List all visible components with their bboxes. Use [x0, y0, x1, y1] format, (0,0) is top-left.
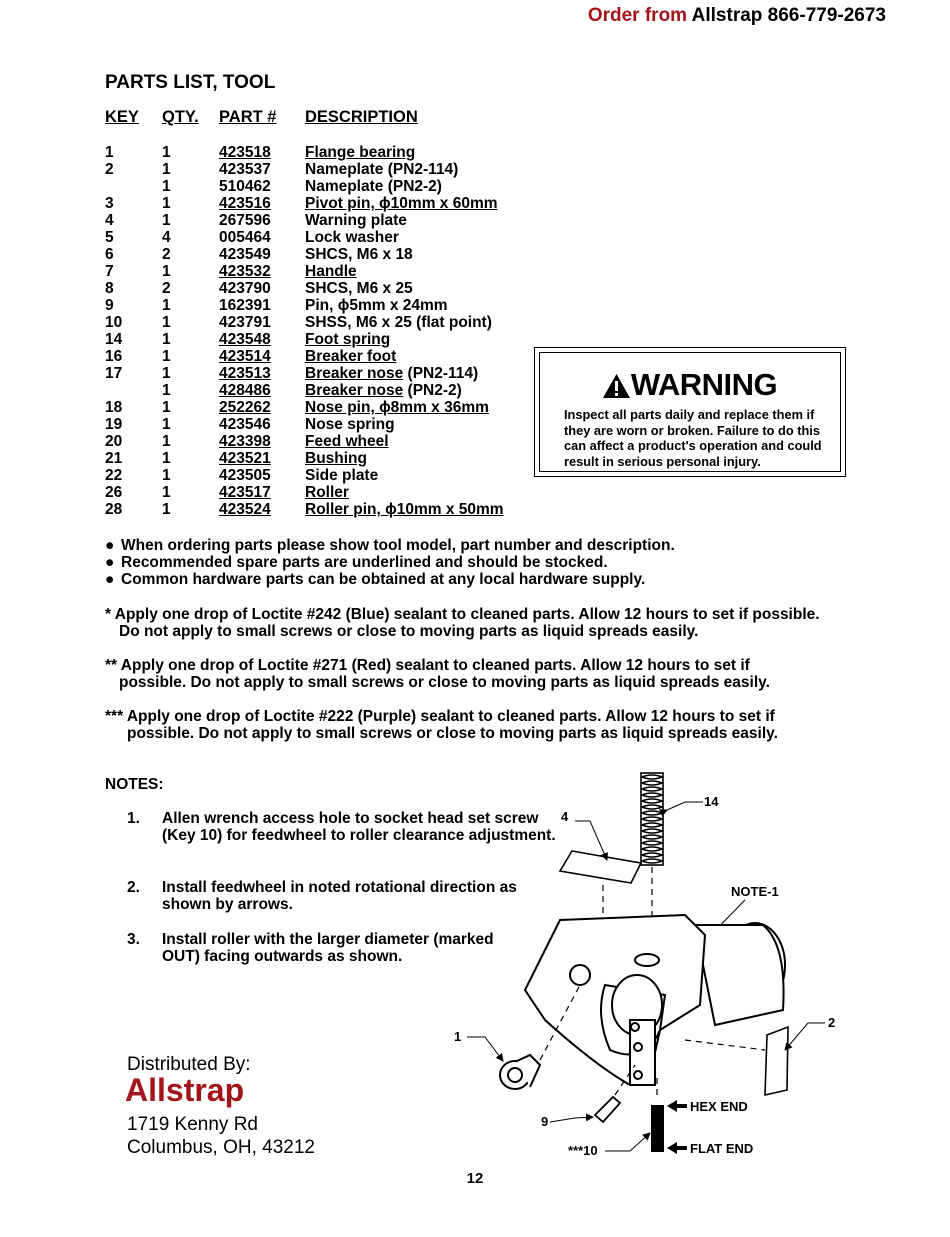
cell-part-number: 423521 [219, 450, 271, 467]
cell-part-number: 423549 [219, 246, 271, 263]
cell-part-number: 423513 [219, 365, 271, 382]
cell-key: 19 [105, 416, 123, 433]
bullet-item: ● Recommended spare parts are underlined and should be stocked. [105, 554, 608, 571]
cell-qty: 1 [162, 450, 171, 467]
cell-description [305, 365, 478, 382]
label-2: 2 [828, 1015, 836, 1030]
description-text: Nameplate (PN2-114) [305, 161, 459, 178]
loctite-note-271: ** Apply one drop of Loctite #271 (Red) sealant to cleaned parts. Allow 12 hours to set if possible. Do not apply to small screws or close to moving parts as liquid spreads easily. [105, 657, 770, 691]
cell-qty: 2 [162, 246, 171, 263]
table-row [0, 433, 560, 450]
cell-qty: 1 [162, 348, 171, 365]
description-text: Lock washer [305, 229, 399, 246]
cell-key: 22 [105, 467, 123, 484]
cell-description [305, 297, 448, 314]
table-row [0, 263, 560, 280]
label-hex-end: HEX END [690, 1099, 748, 1114]
cell-description [305, 212, 407, 229]
bullet-item: ● When ordering parts please show tool model, part number and description. [105, 537, 675, 554]
cell-qty: 2 [162, 280, 171, 297]
cell-key: 17 [105, 365, 123, 382]
cell-description [305, 484, 349, 501]
cell-part-number: 423514 [219, 348, 271, 365]
table-row [0, 161, 560, 178]
cell-qty: 4 [162, 229, 171, 246]
cell-description [305, 246, 413, 263]
cell-part-number: 252262 [219, 399, 271, 416]
distributor-address-city: Columbus, OH, 43212 [127, 1137, 315, 1158]
cell-qty: 1 [162, 501, 171, 518]
cell-qty: 1 [162, 331, 171, 348]
cell-part-number: 423546 [219, 416, 271, 433]
warning-plate-drawing [560, 851, 641, 883]
description-text: Pivot pin, ϕ10mm x 60mm [305, 195, 498, 212]
col-qty-header: QTY. [162, 108, 199, 126]
label-10: ***10 [568, 1143, 598, 1158]
description-text: Bushing [305, 450, 367, 467]
cell-qty: 1 [162, 433, 171, 450]
description-text: Flange bearing [305, 144, 416, 161]
cell-qty: 1 [162, 365, 171, 382]
description-text: SHCS, M6 x 25 [305, 280, 413, 297]
table-row [0, 331, 560, 348]
cell-qty: 1 [162, 161, 171, 178]
cell-key: 14 [105, 331, 123, 348]
cell-key: 26 [105, 484, 123, 501]
cell-part-number: 423791 [219, 314, 271, 331]
description-text: Nose spring [305, 416, 395, 433]
table-row [0, 467, 560, 484]
description-text: SHCS, M6 x 18 [305, 246, 413, 263]
cell-description [305, 331, 390, 348]
page-number: 12 [466, 1170, 484, 1187]
loctite-note-242: * Apply one drop of Loctite #242 (Blue) sealant to cleaned parts. Allow 12 hours to set if possible. Do not apply to small screws or close to moving parts as liquid spreads easily. [105, 606, 820, 640]
cell-key: 3 [105, 195, 114, 212]
table-row [0, 450, 560, 467]
col-part-header: PART # [219, 108, 277, 126]
cell-qty: 1 [162, 382, 171, 399]
warning-box [534, 347, 846, 477]
description-text: Roller pin, ϕ10mm x 50mm [305, 501, 504, 518]
cell-part-number: 423524 [219, 501, 271, 518]
cell-description [305, 416, 395, 433]
label-note-1: NOTE-1 [731, 884, 779, 899]
warning-title-text: WARNING [630, 367, 778, 402]
cell-description [305, 382, 462, 399]
cell-qty: 1 [162, 263, 171, 280]
description-text: Breaker foot [305, 348, 397, 365]
description-text: Warning plate [305, 212, 407, 229]
description-text: Side plate [305, 467, 379, 484]
cell-part-number: 428486 [219, 382, 271, 399]
cell-key: 6 [105, 246, 114, 263]
table-row [0, 348, 560, 365]
cell-description [305, 144, 415, 161]
cell-description [305, 348, 396, 365]
cell-qty: 1 [162, 399, 171, 416]
description-text: Nose pin, ϕ8mm x 36mm [305, 399, 489, 416]
description-suffix: (PN2-2) [403, 382, 462, 399]
cell-key: 20 [105, 433, 123, 450]
table-row [0, 314, 560, 331]
cell-qty: 1 [162, 416, 171, 433]
distributed-by-label: Distributed By: [127, 1054, 251, 1075]
hex-end-arrow-icon [667, 1100, 687, 1112]
cell-description [305, 501, 504, 518]
note-item: 1. Allen wrench access hole to socket head set screw (Key 10) for feedwheel to roller clearance adjustment. [127, 810, 556, 844]
cell-part-number: 423518 [219, 144, 271, 161]
description-suffix: (PN2-114) [403, 365, 479, 382]
cell-part-number: 005464 [219, 229, 271, 246]
cell-key: 8 [105, 280, 114, 297]
table-row [0, 365, 560, 382]
warning-triangle-icon [603, 374, 630, 398]
cell-key: 1 [105, 144, 114, 161]
table-row [0, 501, 560, 518]
table-row [0, 416, 560, 433]
cell-description [305, 467, 378, 484]
cell-part-number: 423505 [219, 467, 271, 484]
cell-description [305, 161, 458, 178]
col-key-header: KEY [105, 108, 139, 126]
table-row [0, 484, 560, 501]
cell-description [305, 195, 498, 212]
cell-key: 18 [105, 399, 123, 416]
cell-part-number: 423790 [219, 280, 271, 297]
table-row [0, 195, 560, 212]
cell-description [305, 178, 442, 195]
tool-body-drawing [525, 915, 785, 1085]
description-text: Nameplate (PN2-2) [305, 178, 442, 195]
note-item: 3. Install roller with the larger diameter (marked OUT) facing outwards as shown. [127, 931, 494, 965]
table-row [0, 212, 560, 229]
cell-part-number: 267596 [219, 212, 271, 229]
description-text: Feed wheel [305, 433, 389, 450]
description-text: Breaker nose [305, 382, 404, 399]
cell-key: 2 [105, 161, 114, 178]
cell-key: 21 [105, 450, 123, 467]
cell-part-number: 162391 [219, 297, 271, 314]
nameplate-drawing [765, 1027, 788, 1095]
set-screw-drawing [651, 1105, 664, 1152]
cell-part-number: 423517 [219, 484, 271, 501]
cell-qty: 1 [162, 467, 171, 484]
table-row [0, 297, 560, 314]
pin-drawing [595, 1097, 620, 1122]
foot-spring-drawing [641, 773, 663, 865]
cell-key: 7 [105, 263, 114, 280]
distributor-address-street: 1719 Kenny Rd [127, 1114, 258, 1135]
description-text: Roller [305, 484, 349, 501]
cell-description [305, 229, 399, 246]
cell-description [305, 314, 492, 331]
cell-key: 5 [105, 229, 114, 246]
bullet-item: ● Common hardware parts can be obtained at any local hardware supply. [105, 571, 646, 588]
table-row [0, 246, 560, 263]
description-text: Handle [305, 263, 357, 280]
order-header [588, 5, 886, 27]
cell-qty: 1 [162, 484, 171, 501]
cell-qty: 1 [162, 178, 171, 195]
description-text: Breaker nose [305, 365, 404, 382]
distributor-name: Allstrap [125, 1072, 245, 1108]
cell-part-number: 423398 [219, 433, 271, 450]
loctite-note-222: *** Apply one drop of Loctite #222 (Purple) sealant to cleaned parts. Allow 12 hours to set if possible. Do not apply to small screws or close to moving parts as liquid spreads easily. [105, 708, 778, 742]
parts-table [0, 144, 560, 524]
page-title: PARTS LIST, TOOL [105, 72, 276, 93]
cell-qty: 1 [162, 144, 171, 161]
cell-part-number: 423537 [219, 161, 271, 178]
cell-description [305, 280, 413, 297]
notes-heading: NOTES: [105, 776, 164, 793]
flange-bearing-drawing [500, 1055, 540, 1089]
cell-key: 9 [105, 297, 114, 314]
description-text: SHSS, M6 x 25 (flat point) [305, 314, 492, 331]
cell-part-number: 423548 [219, 331, 271, 348]
cell-key: 4 [105, 212, 114, 229]
table-row [0, 229, 560, 246]
cell-key: 28 [105, 501, 123, 518]
col-desc-header: DESCRIPTION [305, 108, 418, 126]
label-4: 4 [561, 809, 569, 824]
cell-description [305, 450, 367, 467]
ordering-bullets [105, 537, 675, 588]
warning-text: Inspect all parts daily and replace them if they are worn or broken. Failure to do this can affect a product's operation and could result in serious personal injury. [564, 407, 822, 469]
flat-end-arrow-icon [667, 1142, 687, 1154]
table-row [0, 178, 560, 195]
exploded-parts-diagram [445, 765, 845, 1165]
cell-part-number: 423516 [219, 195, 271, 212]
cell-part-number: 510462 [219, 178, 271, 195]
cell-key: 10 [105, 314, 123, 331]
order-company-phone: Allstrap 866-779-2673 [691, 5, 886, 26]
table-row [0, 382, 560, 399]
label-1: 1 [454, 1029, 462, 1044]
description-text: Pin, ϕ5mm x 24mm [305, 297, 448, 314]
cell-qty: 1 [162, 297, 171, 314]
cell-key: 16 [105, 348, 123, 365]
note-item: 2. Install feedwheel in noted rotational direction as shown by arrows. [127, 879, 517, 913]
warning-title [540, 367, 840, 403]
label-9: 9 [541, 1114, 549, 1129]
label-14: 14 [704, 794, 719, 809]
description-text: Foot spring [305, 331, 391, 348]
warning-inner-border [539, 352, 841, 472]
cell-description [305, 399, 489, 416]
cell-description [305, 433, 389, 450]
table-row [0, 144, 560, 161]
table-row [0, 280, 560, 297]
cell-qty: 1 [162, 212, 171, 229]
label-flat-end: FLAT END [690, 1141, 754, 1156]
cell-qty: 1 [162, 195, 171, 212]
cell-qty: 1 [162, 314, 171, 331]
cell-description [305, 263, 357, 280]
cell-part-number: 423532 [219, 263, 271, 280]
order-prefix: Order from [587, 5, 688, 26]
table-row [0, 399, 560, 416]
